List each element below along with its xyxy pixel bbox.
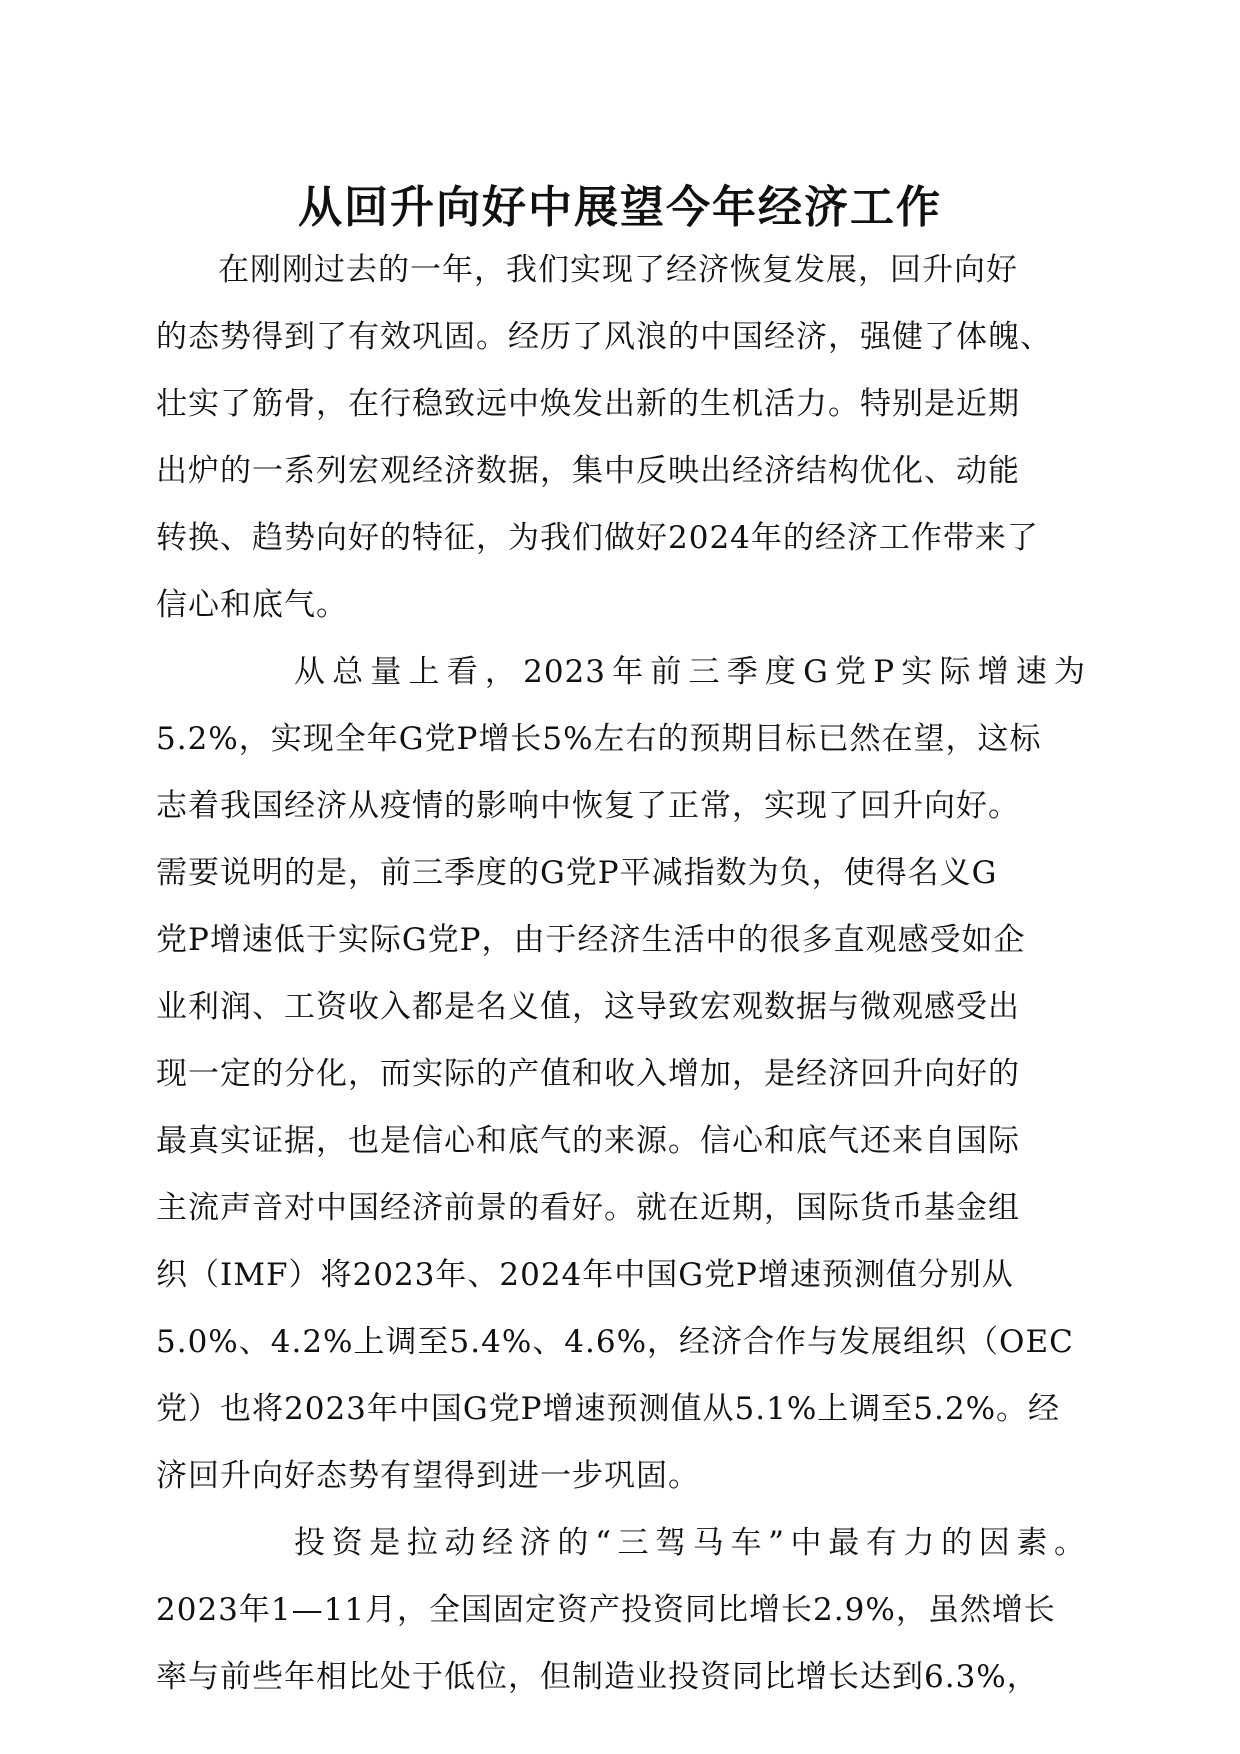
paragraph-1-line-6: 信心和底气。 <box>156 587 348 623</box>
paragraph-2-line-8: 最真实证据，也是信心和底气的来源。信心和底气还来自国际 <box>156 1123 1020 1159</box>
paragraph-1-line-3: 壮实了筋骨，在行稳致远中焕发出新的生机活力。特别是近期 <box>156 386 1020 422</box>
paragraph-2-line-11: 5.0%、4.2%上调至5.4%、4.6%，经济合作与发展组织（OEC <box>156 1324 1074 1360</box>
paragraph-2-line-4: 需要说明的是，前三季度的G党P平减指数为负，使得名义G <box>156 855 998 891</box>
paragraph-2-line-10: 织（IMF）将2023年、2024年中国G党P增速预测值分别从 <box>156 1257 1014 1293</box>
page-title: 从回升向好中展望今年经济工作 <box>298 182 942 233</box>
paragraph-2-line-12: 党）也将2023年中国G党P增速预测值从5.1%上调至5.2%。经 <box>156 1391 1061 1427</box>
paragraph-3-line-1: 投资是拉动经济的“三驾马车”中最有力的因素。 <box>294 1525 1086 1561</box>
paragraph-2-line-7: 现一定的分化，而实际的产值和收入增加，是经济回升向好的 <box>156 1056 1020 1092</box>
paragraph-3-line-2: 2023年1—11月，全国固定资产投资同比增长2.9%，虽然增长 <box>156 1592 1056 1628</box>
paragraph-2-line-6: 业利润、工资收入都是名义值，这导致宏观数据与微观感受出 <box>156 989 1020 1025</box>
paragraph-1-line-4: 出炉的一系列宏观经济数据，集中反映出经济结构优化、动能 <box>156 453 1020 489</box>
paragraph-1-line-2: 的态势得到了有效巩固。经历了风浪的中国经济，强健了体魄、 <box>156 319 1052 355</box>
paragraph-3-line-3: 率与前些年相比处于低位，但制造业投资同比增长达到6.3%， <box>156 1659 1039 1695</box>
paragraph-2-line-3: 志着我国经济从疫情的影响中恢复了正常，实现了回升向好。 <box>156 788 1020 824</box>
paragraph-2-line-2: 5.2%，实现全年G党P增长5%左右的预期目标已然在望，这标 <box>156 721 1042 757</box>
paragraph-2-line-1: 从总量上看，2023年前三季度G党P实际增速为 <box>294 654 1086 690</box>
paragraph-2-line-5: 党P增速低于实际G党P，由于经济生活中的很多直观感受如企 <box>156 922 1026 958</box>
paragraph-2-line-9: 主流声音对中国经济前景的看好。就在近期，国际货币基金组 <box>156 1190 1020 1226</box>
paragraph-1-line-5: 转换、趋势向好的特征，为我们做好2024年的经济工作带来了 <box>156 520 1039 556</box>
paragraph-1-line-1: 在刚刚过去的一年，我们实现了经济恢复发展，回升向好 <box>218 252 1018 288</box>
paragraph-2-line-13: 济回升向好态势有望得到进一步巩固。 <box>156 1458 700 1494</box>
